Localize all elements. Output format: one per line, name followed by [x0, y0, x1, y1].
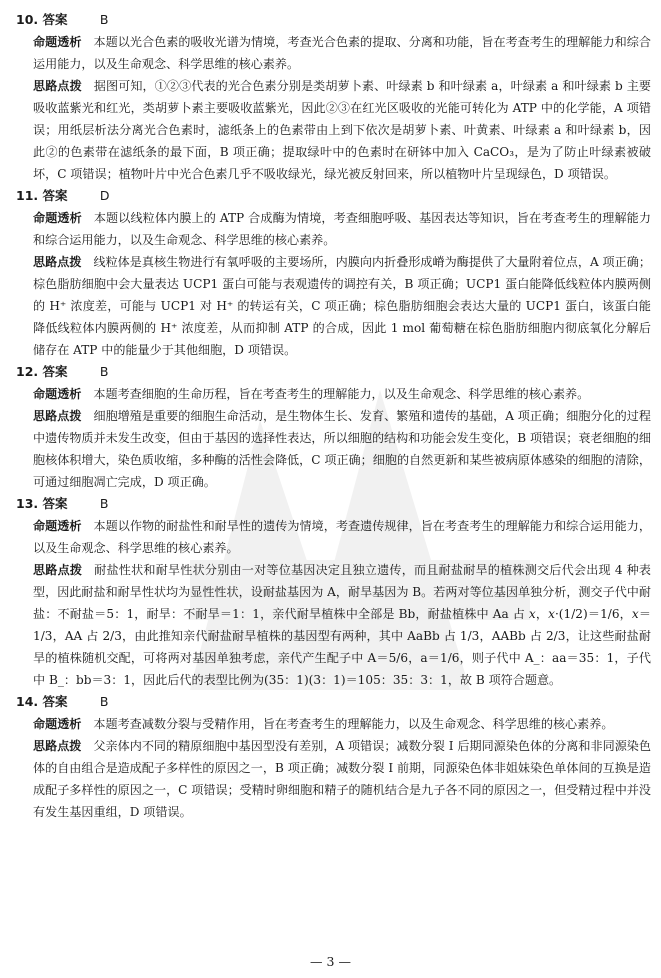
analysis-label: 命题透析	[33, 717, 82, 731]
hint-label: 思路点拨	[33, 409, 82, 423]
question-header	[16, 185, 651, 207]
hint-label: 思路点拨	[33, 79, 82, 93]
hint-text-part: ，	[535, 607, 549, 621]
question-number: 12.	[16, 364, 39, 379]
question-number: 13.	[16, 496, 39, 511]
analysis-paragraph	[33, 713, 651, 735]
analysis-paragraph	[33, 515, 651, 559]
question-number: 14.	[16, 694, 39, 709]
analysis-text: 本题以线粒体内膜上的 ATP 合成酶为情境，考查细胞呼吸、基因表达等知识，旨在考查考生的理解能力和综合运用能力，以及生命观念、科学思维的核心素养。	[33, 211, 651, 247]
question-header	[16, 361, 651, 383]
question-header	[16, 691, 651, 713]
answer-label: 答案	[42, 364, 68, 379]
analysis-paragraph	[33, 207, 651, 251]
analysis-paragraph	[33, 31, 651, 75]
answer-label: 答案	[42, 188, 68, 203]
question-number: 11.	[16, 188, 39, 203]
hint-text-part: ·(1/2)＝1/6，	[554, 607, 632, 621]
variable-x: x	[548, 607, 555, 621]
hint-text: 父亲体内不同的精原细胞中基因型没有差别，A 项错误；减数分裂 Ⅰ 后期同源染色体的分离和非同源染色体的自由组合是造成配子多样性的原因之一，B 项正确；减数分裂 Ⅰ 前期，同源染色体非姐妹染色单体间的互换是造成配子多样性的原因之一，C 项错误；受精时卵细胞和精子的随机结合是九子各不同的原因之一，但受精过程中并没有发生基因重组，D 项错误。	[33, 739, 651, 819]
question-10	[16, 9, 651, 185]
question-13	[16, 493, 651, 691]
hint-text-part: ＝1/3，AA 占 2/3，由此推知亲代耐盐耐旱植株的基因型有两种，其中 AaBb 占 1/3，AABb 占 2/3，让这些耐盐耐旱的植株随机交配，可将两对基因单独考虑，亲代产生配子中 A＝5/6，a＝1/6，则子代中 A_：aa＝35：1，子代中 B_：bb＝3：1，因此后代的表型比例为(35：1)(3：1)＝105：35：3：1，故 B 项符合题意。	[33, 607, 651, 687]
hint-text: 细胞增殖是重要的细胞生命活动，是生物体生长、发育、繁殖和遗传的基础，A 项正确；细胞分化的过程中遗传物质并未发生改变，但由于基因的选择性表达，所以细胞的结构和功能会发生变化，B 项错误；衰老细胞的细胞核体积增大，染色质收缩，多种酶的活性会降低，C 项正确；细胞的自然更新和某些被病原体感染的细胞的清除，可通过细胞凋亡完成，D 项正确。	[33, 409, 651, 489]
hint-label: 思路点拨	[33, 255, 82, 269]
analysis-paragraph	[33, 383, 651, 405]
answers-content	[16, 9, 651, 823]
hint-paragraph	[33, 559, 651, 691]
hint-text-part: 耐盐性状和耐旱性状分别由一对等位基因决定且独立遗传，而且耐盐耐旱的植株测交后代会出现 4 种表型，因此耐盐和耐旱性状均为显性性状，设耐盐基因为 A，耐旱基因为 B。若两对等位基因单独分析，测交子代中耐盐：不耐盐＝5：1，耐旱：不耐旱＝1：1，亲代耐旱植株中全部是 Bb，耐盐植株中 Aa 占	[33, 563, 651, 621]
hint-text: 据图可知，①②③代表的光合色素分别是类胡萝卜素、叶绿素 b 和叶绿素 a，叶绿素 a 和叶绿素 b 主要吸收蓝紫光和红光，类胡萝卜素主要吸收蓝紫光，因此②③在红光区吸收的光能可转化为 ATP 中的化学能，A 项错误；用纸层析法分离光合色素时，滤纸条上的色素带由上到下依次是胡萝卜素、叶黄素、叶绿素 a 和叶绿素 b，因此②的色素带在滤纸条的最下面，B 项正确；提取绿叶中的色素时在研钵中加入 CaCO₃，是为了防止叶绿素被破坏，C 项错误；植物叶片中光合色素几乎不吸收绿光，绿光被反射回来，所以植物叶片呈现绿色，D 项错误。	[33, 79, 651, 181]
question-12	[16, 361, 651, 493]
variable-x: x	[631, 607, 639, 621]
hint-paragraph	[33, 405, 651, 493]
question-number: 10.	[16, 12, 39, 27]
analysis-text: 本题以光合色素的吸收光谱为情境，考查光合色素的提取、分离和功能，旨在考查考生的理解能力和综合运用能力，以及生命观念、科学思维的核心素养。	[33, 35, 651, 71]
answer-value: B	[99, 12, 109, 27]
answer-label: 答案	[42, 12, 68, 27]
hint-label: 思路点拨	[33, 739, 82, 753]
hint-label: 思路点拨	[33, 563, 83, 577]
analysis-label: 命题透析	[33, 35, 82, 49]
hint-paragraph	[33, 735, 651, 823]
question-11	[16, 185, 651, 361]
variable-x: x	[528, 607, 536, 621]
question-header	[16, 9, 651, 31]
question-header	[16, 493, 651, 515]
hint-paragraph	[33, 251, 651, 361]
page-number: — 3 —	[310, 954, 351, 969]
question-14	[16, 691, 651, 823]
hint-text: 线粒体是真核生物进行有氧呼吸的主要场所，内膜向内折叠形成嵴为酶提供了大量附着位点，A 项正确；棕色脂肪细胞中会大量表达 UCP1 蛋白可能与表观遗传的调控有关，B 项正确；UCP1 蛋白能降低线粒体内膜两侧的 H⁺ 浓度差，可能与 UCP1 对 H⁺ 的转运有关，C 项正确；棕色脂肪细胞会表达大量的 UCP1 蛋白，该蛋白能降低线粒体内膜两侧的 H⁺ 浓度差，从而抑制 ATP 的合成，因此 1 mol 葡萄糖在棕色脂肪细胞内彻底氧化分解后储存在 ATP 中的能量少于其他细胞，D 项错误。	[33, 255, 651, 357]
answer-value: D	[99, 188, 110, 203]
answer-label: 答案	[42, 496, 68, 511]
analysis-text: 本题考查减数分裂与受精作用，旨在考查考生的理解能力，以及生命观念、科学思维的核心素养。	[93, 717, 614, 731]
analysis-label: 命题透析	[33, 387, 82, 401]
answer-value: B	[99, 364, 109, 379]
answer-value: B	[99, 496, 109, 511]
analysis-label: 命题透析	[33, 519, 82, 533]
answer-value: B	[99, 694, 109, 709]
answer-label: 答案	[42, 694, 68, 709]
hint-paragraph	[33, 75, 651, 185]
analysis-label: 命题透析	[33, 211, 82, 225]
analysis-text: 本题以作物的耐盐性和耐旱性的遗传为情境，考查遗传规律，旨在考查考生的理解能力和综合运用能力，以及生命观念、科学思维的核心素养。	[33, 519, 651, 555]
analysis-text: 本题考查细胞的生命历程，旨在考查考生的理解能力，以及生命观念、科学思维的核心素养。	[93, 387, 590, 401]
